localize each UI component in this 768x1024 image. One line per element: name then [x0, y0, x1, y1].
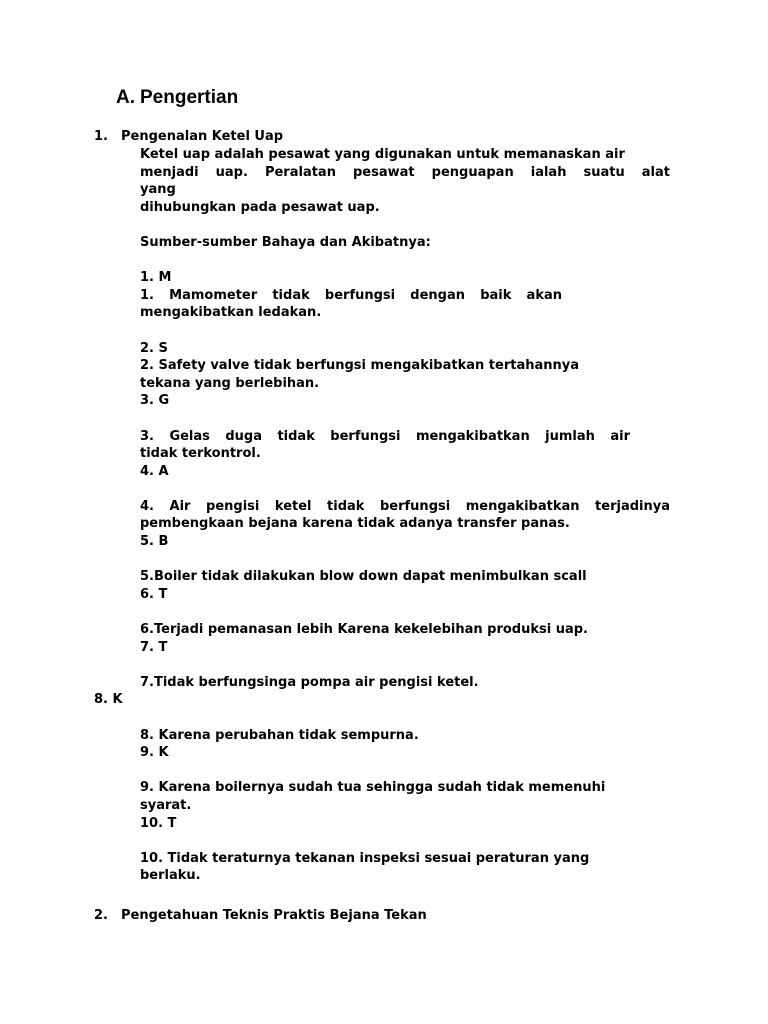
list-item-text: 1. Mamometer tidak berfungsi dengan baik akan — [140, 287, 562, 303]
list-item-text: pembengkaan bejana karena tidak adanya transfer panas. — [140, 516, 570, 532]
list-item-head: 1. M — [140, 270, 172, 286]
list-item-text: berlaku. — [140, 868, 201, 884]
intro-line: Ketel uap adalah pesawat yang digunakan untuk memanaskan air — [140, 147, 625, 162]
list-item-text: 3. Gelas duga tidak berfungsi mengakibatkan jumlah air — [140, 428, 630, 444]
intro-line: menjadi uap. Peralatan pesawat penguapan ialah suatu alat — [140, 164, 670, 180]
list-item-text: mengakibatkan ledakan. — [140, 305, 322, 321]
list-item-text: 6.Terjadi pemanasan lebih Karena kekelebihan produksi uap. — [140, 622, 588, 638]
list-item-head: 9. K — [140, 745, 169, 761]
section-2-title — [94, 907, 427, 925]
section-2-number: 2. — [94, 908, 108, 923]
list-item-head: 10. T — [140, 815, 177, 831]
intro-line: yang — [140, 182, 176, 198]
list-item-text: 5.Boiler tidak dilakukan blow down dapat menimbulkan scall — [140, 569, 587, 585]
heading-letter: A. — [116, 87, 135, 108]
list-item-text: 10. Tidak teraturnya tekanan inspeksi sesuai peraturan yang — [140, 850, 590, 866]
list-item-head: 8. K — [94, 692, 123, 708]
section-1-number: 1. — [94, 129, 108, 144]
list-item-text: 9. Karena boilernya sudah tua sehingga sudah tidak memenuhi — [140, 780, 606, 796]
list-item-text: 7.Tidak berfungsinga pompa air pengisi ketel. — [140, 674, 479, 690]
list-item-head: 6. T — [140, 586, 168, 602]
section-1-label: Pengenalan Ketel Uap — [121, 129, 284, 144]
list-item-head: 3. G — [140, 393, 170, 409]
list-item-text: tidak terkontrol. — [140, 446, 261, 462]
intro-line: dihubungkan pada pesawat uap. — [140, 199, 380, 215]
list-item-head: 4. A — [140, 463, 169, 479]
section-heading — [116, 86, 238, 110]
list-item-head: 5. B — [140, 534, 169, 550]
hazards-subtitle: Sumber-sumber Bahaya dan Akibatnya: — [140, 234, 431, 250]
list-item-head: 7. T — [140, 639, 168, 655]
list-item-text: 4. Air pengisi ketel tidak berfungsi mengakibatkan terjadinya — [140, 498, 670, 514]
list-item-text: syarat. — [140, 797, 192, 813]
heading-title: Pengertian — [140, 87, 239, 108]
list-item-text: 2. Safety valve tidak berfungsi mengakibatkan tertahannya — [140, 358, 579, 374]
section-2-label: Pengetahuan Teknis Praktis Bejana Tekan — [121, 908, 427, 923]
list-item-text: tekana yang berlebihan. — [140, 375, 320, 391]
section-1-body — [94, 146, 670, 885]
list-item-text: 8. Karena perubahan tidak sempurna. — [140, 727, 419, 743]
section-1-title — [94, 128, 283, 146]
list-item-head: 2. S — [140, 340, 168, 356]
